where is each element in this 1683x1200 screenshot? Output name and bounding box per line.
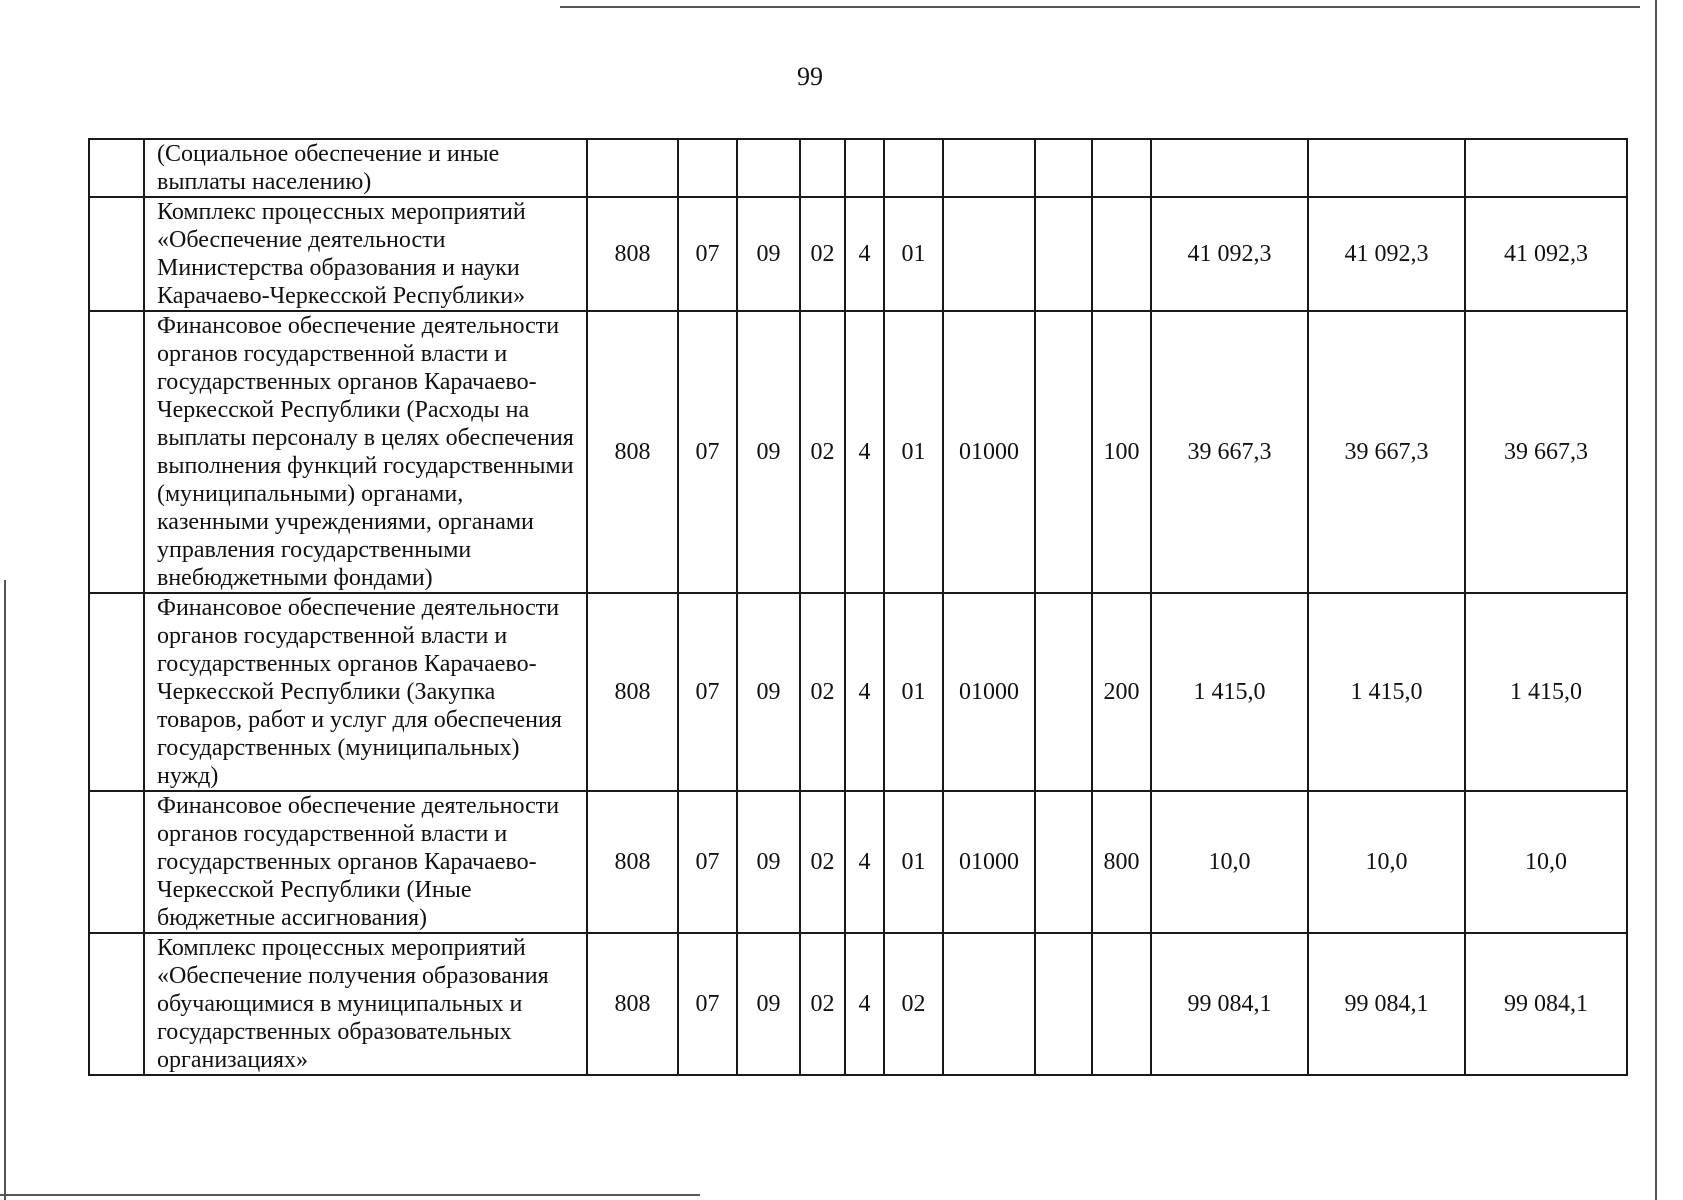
col-program xyxy=(800,139,845,197)
scan-edge-top xyxy=(560,6,1640,8)
row-description: Комплекс процессных мероприятий «Обеспечение деятельности Министерства образования и науки Карачаево-Черкесской Республики» xyxy=(144,197,587,311)
col-expense-type: 100 xyxy=(1092,311,1151,593)
col-reserved xyxy=(1035,197,1092,311)
col-expense-type xyxy=(1092,933,1151,1075)
col-amount-year-2: 41 092,3 xyxy=(1308,197,1465,311)
row-number-cell xyxy=(89,593,144,791)
col-program: 02 xyxy=(800,311,845,593)
col-amount-year-2: 39 667,3 xyxy=(1308,311,1465,593)
col-expense-type: 200 xyxy=(1092,593,1151,791)
col-subsection: 09 xyxy=(737,197,800,311)
table-row xyxy=(89,197,1627,311)
col-direction: 01000 xyxy=(943,593,1035,791)
col-direction xyxy=(943,139,1035,197)
table-row xyxy=(89,933,1627,1075)
col-structural-element: 01 xyxy=(884,197,943,311)
col-structural-element: 01 xyxy=(884,791,943,933)
col-section: 07 xyxy=(678,311,737,593)
scan-edge-right xyxy=(1655,0,1657,1200)
col-subsection: 09 xyxy=(737,593,800,791)
col-expense-type: 800 xyxy=(1092,791,1151,933)
col-program-type: 4 xyxy=(845,933,884,1075)
col-reserved xyxy=(1035,933,1092,1075)
col-amount-year-3: 1 415,0 xyxy=(1465,593,1627,791)
table-body xyxy=(89,139,1627,1075)
row-number-cell xyxy=(89,139,144,197)
col-amount-year-1: 99 084,1 xyxy=(1151,933,1308,1075)
col-program: 02 xyxy=(800,933,845,1075)
col-structural-element: 01 xyxy=(884,311,943,593)
col-amount-year-2 xyxy=(1308,139,1465,197)
col-ministry-code: 808 xyxy=(587,197,678,311)
col-direction xyxy=(943,197,1035,311)
col-direction: 01000 xyxy=(943,791,1035,933)
col-amount-year-1: 1 415,0 xyxy=(1151,593,1308,791)
table-row xyxy=(89,139,1627,197)
row-number-cell xyxy=(89,933,144,1075)
col-amount-year-2: 10,0 xyxy=(1308,791,1465,933)
col-subsection: 09 xyxy=(737,791,800,933)
col-program-type: 4 xyxy=(845,593,884,791)
col-structural-element xyxy=(884,139,943,197)
col-amount-year-3 xyxy=(1465,139,1627,197)
row-description: Комплекс процессных мероприятий «Обеспечение получения образования обучающимися в муниципальных и государственных образовательных организациях» xyxy=(144,933,587,1075)
col-direction xyxy=(943,933,1035,1075)
col-section: 07 xyxy=(678,197,737,311)
col-ministry-code: 808 xyxy=(587,791,678,933)
row-description: Финансовое обеспечение деятельности органов государственной власти и государственных органов Карачаево-Черкесской Республики (Расходы на выплаты персоналу в целях обеспечения выполнения функций государственными (муниципальными) органами, казенными учреждениями, органами управления государственными внебюджетными фондами) xyxy=(144,311,587,593)
col-amount-year-2: 1 415,0 xyxy=(1308,593,1465,791)
row-description: Финансовое обеспечение деятельности органов государственной власти и государственных органов Карачаево-Черкесской Республики (Иные бюджетные ассигнования) xyxy=(144,791,587,933)
col-expense-type xyxy=(1092,197,1151,311)
col-section: 07 xyxy=(678,791,737,933)
col-amount-year-1: 41 092,3 xyxy=(1151,197,1308,311)
scan-edge-left xyxy=(4,580,6,1200)
row-number-cell xyxy=(89,791,144,933)
row-description: (Социальное обеспечение и иные выплаты населению) xyxy=(144,139,587,197)
col-reserved xyxy=(1035,791,1092,933)
col-section: 07 xyxy=(678,593,737,791)
col-program: 02 xyxy=(800,197,845,311)
table-row xyxy=(89,311,1627,593)
col-reserved xyxy=(1035,139,1092,197)
col-ministry-code xyxy=(587,139,678,197)
scan-edge-bottom xyxy=(0,1194,700,1196)
col-subsection: 09 xyxy=(737,311,800,593)
col-program-type: 4 xyxy=(845,791,884,933)
col-reserved xyxy=(1035,311,1092,593)
col-amount-year-3: 41 092,3 xyxy=(1465,197,1627,311)
col-program-type: 4 xyxy=(845,311,884,593)
col-program-type xyxy=(845,139,884,197)
col-ministry-code: 808 xyxy=(587,311,678,593)
col-section xyxy=(678,139,737,197)
col-amount-year-1: 10,0 xyxy=(1151,791,1308,933)
col-expense-type xyxy=(1092,139,1151,197)
table-row xyxy=(89,791,1627,933)
col-ministry-code: 808 xyxy=(587,593,678,791)
budget-table xyxy=(88,138,1628,1076)
col-program-type: 4 xyxy=(845,197,884,311)
col-program: 02 xyxy=(800,791,845,933)
col-amount-year-3: 10,0 xyxy=(1465,791,1627,933)
col-structural-element: 01 xyxy=(884,593,943,791)
col-amount-year-1: 39 667,3 xyxy=(1151,311,1308,593)
col-subsection: 09 xyxy=(737,933,800,1075)
page-number: 99 xyxy=(797,62,823,91)
table-row xyxy=(89,593,1627,791)
col-amount-year-3: 39 667,3 xyxy=(1465,311,1627,593)
row-number-cell xyxy=(89,311,144,593)
col-program: 02 xyxy=(800,593,845,791)
col-ministry-code: 808 xyxy=(587,933,678,1075)
col-amount-year-1 xyxy=(1151,139,1308,197)
row-number-cell xyxy=(89,197,144,311)
col-section: 07 xyxy=(678,933,737,1075)
col-direction: 01000 xyxy=(943,311,1035,593)
col-subsection xyxy=(737,139,800,197)
row-description: Финансовое обеспечение деятельности органов государственной власти и государственных органов Карачаево-Черкесской Республики (Закупка товаров, работ и услуг для обеспечения государственных (муниципальных) нужд) xyxy=(144,593,587,791)
col-structural-element: 02 xyxy=(884,933,943,1075)
col-amount-year-2: 99 084,1 xyxy=(1308,933,1465,1075)
col-reserved xyxy=(1035,593,1092,791)
col-amount-year-3: 99 084,1 xyxy=(1465,933,1627,1075)
